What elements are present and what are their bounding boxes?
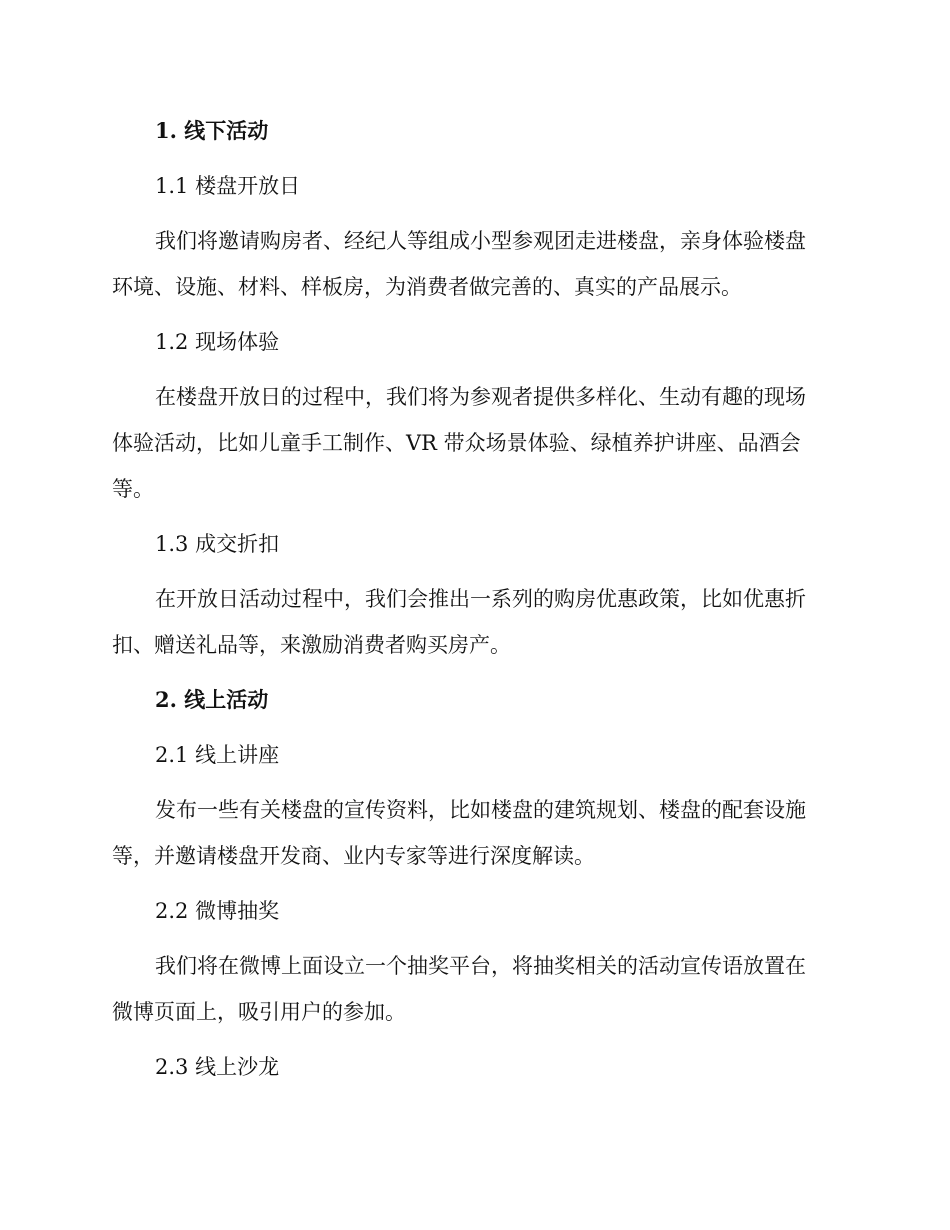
paragraph-line: 环境、设施、材料、样板房，为消费者做完善的、真实的产品展示。: [112, 275, 742, 299]
subsection-title: 1.1 楼盘开放日: [155, 174, 301, 198]
paragraph-line: 微博页面上，吸引用户的参加。: [112, 1000, 406, 1024]
paragraph-line: 等，并邀请楼盘开发商、业内专家等进行深度解读。: [112, 844, 595, 868]
subsection-title: 1.2 现场体验: [155, 330, 280, 354]
subsection-title: 1.3 成交折扣: [155, 532, 280, 556]
paragraph-line: 体验活动，比如儿童手工制作、VR 带众场景体验、绿植养护讲座、品酒会: [112, 431, 801, 455]
paragraph-line: 我们将在微博上面设立一个抽奖平台，将抽奖相关的活动宣传语放置在: [155, 954, 806, 978]
paragraph-line: 等。: [112, 477, 154, 501]
section-heading: 1. 线下活动: [155, 118, 269, 143]
subsection-title: 2.2 微博抽奖: [155, 899, 280, 923]
paragraph-line: 扣、赠送礼品等，来激励消费者购买房产。: [112, 633, 511, 657]
paragraph-line: 发布一些有关楼盘的宣传资料，比如楼盘的建筑规划、楼盘的配套设施: [155, 798, 806, 822]
subsection-title: 2.1 线上讲座: [155, 743, 280, 767]
section-heading: 2. 线上活动: [155, 687, 269, 712]
paragraph-line: 我们将邀请购房者、经纪人等组成小型参观团走进楼盘，亲身体验楼盘: [155, 229, 806, 253]
paragraph-line: 在楼盘开放日的过程中，我们将为参观者提供多样化、生动有趣的现场: [155, 385, 806, 409]
document-body: [112, 108, 834, 1090]
paragraph-line: 在开放日活动过程中，我们会推出一系列的购房优惠政策，比如优惠折: [155, 587, 806, 611]
subsection-title: 2.3 线上沙龙: [155, 1055, 280, 1079]
